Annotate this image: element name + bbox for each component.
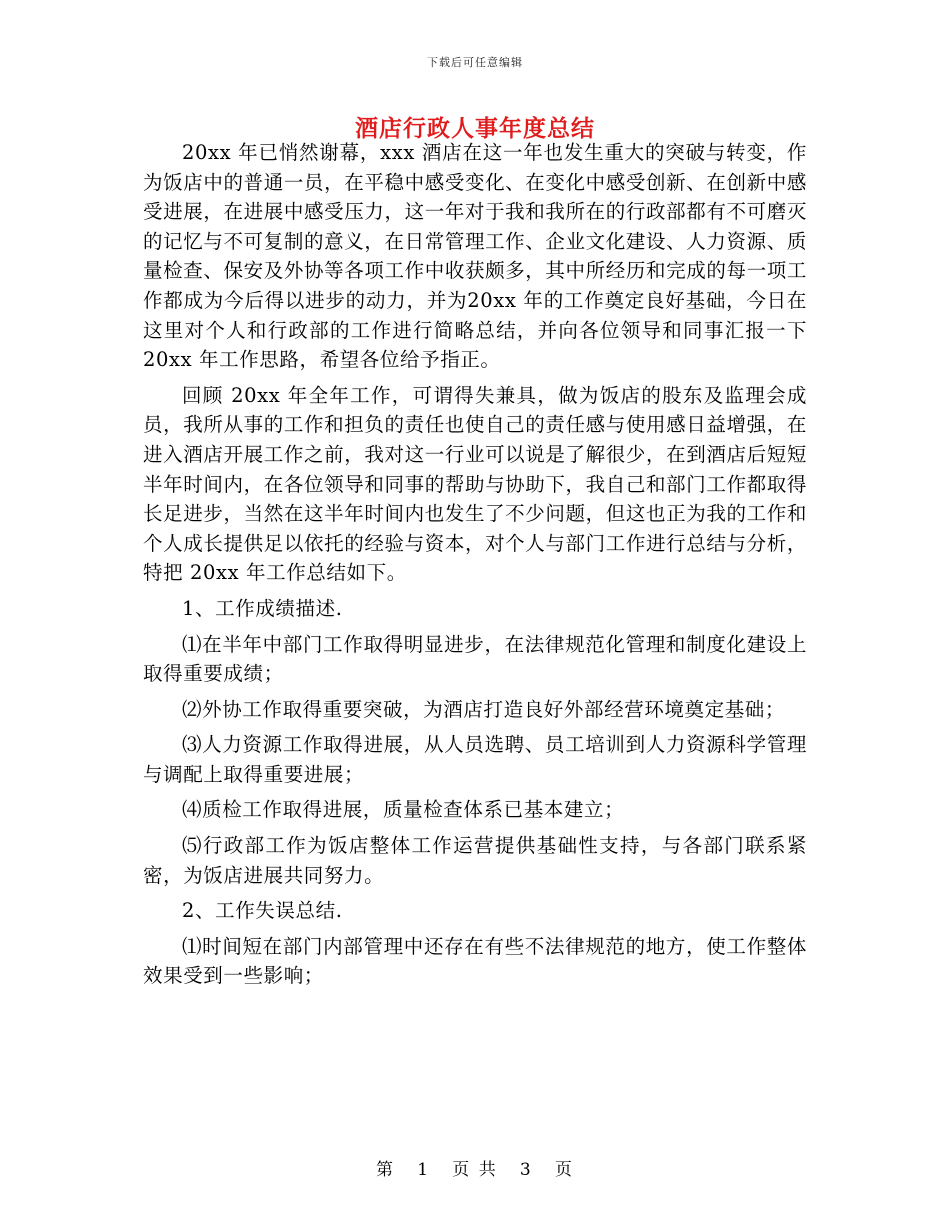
list-item: ⑸行政部工作为饭店整体工作运营提供基础性支持，与各部门联系紧密，为饭店进展共同努力。 bbox=[143, 834, 807, 887]
footer-middle: 页 共 bbox=[452, 1160, 498, 1180]
list-item: ⑶人力资源工作取得进展，从人员选聘、员工培训到人力资源科学管理与调配上取得重要进展； bbox=[143, 733, 807, 786]
page-footer bbox=[0, 1155, 950, 1180]
paragraph-intro: 20xx 年已悄然谢幕，xxx 酒店在这一年也发生重大的突破与转变，作为饭店中的普通一员，在平稳中感受变化、在变化中感受创新、在创新中感受进展，在进展中感受压力，这一年对于我和我所在的行政部都有不可磨灭的记忆与不可复制的意义，在日常管理工作、企业文化建设、人力资源、质量检查、保安及外协等各项工作中收获颇多，其中所经历和完成的每一项工作都成为今后得以进步的动力，并为20xx 年的工作奠定良好基础，今日在这里对个人和行政部的工作进行简略总结，并向各位领导和同事汇报一下 20xx 年工作思路，希望各位给予指正。 bbox=[143, 141, 807, 372]
page-number: 1 bbox=[417, 1160, 431, 1180]
header-note: 下载后可任意编辑 bbox=[427, 56, 523, 69]
document-title: 酒店行政人事年度总结 bbox=[355, 115, 595, 142]
section-heading-mistakes: 2、工作失误总结. bbox=[182, 899, 343, 923]
list-item: ⑷质检工作取得进展，质量检查体系已基本建立； bbox=[182, 798, 625, 822]
total-pages: 3 bbox=[519, 1160, 533, 1180]
document-body bbox=[143, 138, 807, 997]
list-item: ⑵外协工作取得重要突破，为酒店打造良好外部经营环境奠定基础； bbox=[182, 697, 786, 721]
list-item: ⑴在半年中部门工作取得明显进步，在法律规范化管理和制度化建设上取得重要成绩； bbox=[143, 632, 807, 686]
footer-suffix: 页 bbox=[554, 1160, 574, 1180]
footer-prefix: 第 bbox=[376, 1160, 396, 1180]
paragraph-review: 回顾 20xx 年全年工作，可谓得失兼具，做为饭店的股东及监理会成员，我所从事的工作和担负的责任也使自己的责任感与使用感日益增强，在进入酒店开展工作之前，我对这一行业可以说是了解很少，在到酒店后短短半年时间内，在各位领导和同事的帮助与协助下，我自己和部门工作都取得长足进步，当然在这半年时间内也发生了不少问题，但这也正为我的工作和个人成长提供足以依托的经验与资本，对个人与部门工作进行总结与分析，特把 20xx 年工作总结如下。 bbox=[143, 383, 807, 585]
section-heading-achievements: 1、工作成绩描述. bbox=[182, 596, 343, 620]
list-item: ⑴时间短在部门内部管理中还存在有些不法律规范的地方，使工作整体效果受到一些影响； bbox=[143, 934, 807, 988]
